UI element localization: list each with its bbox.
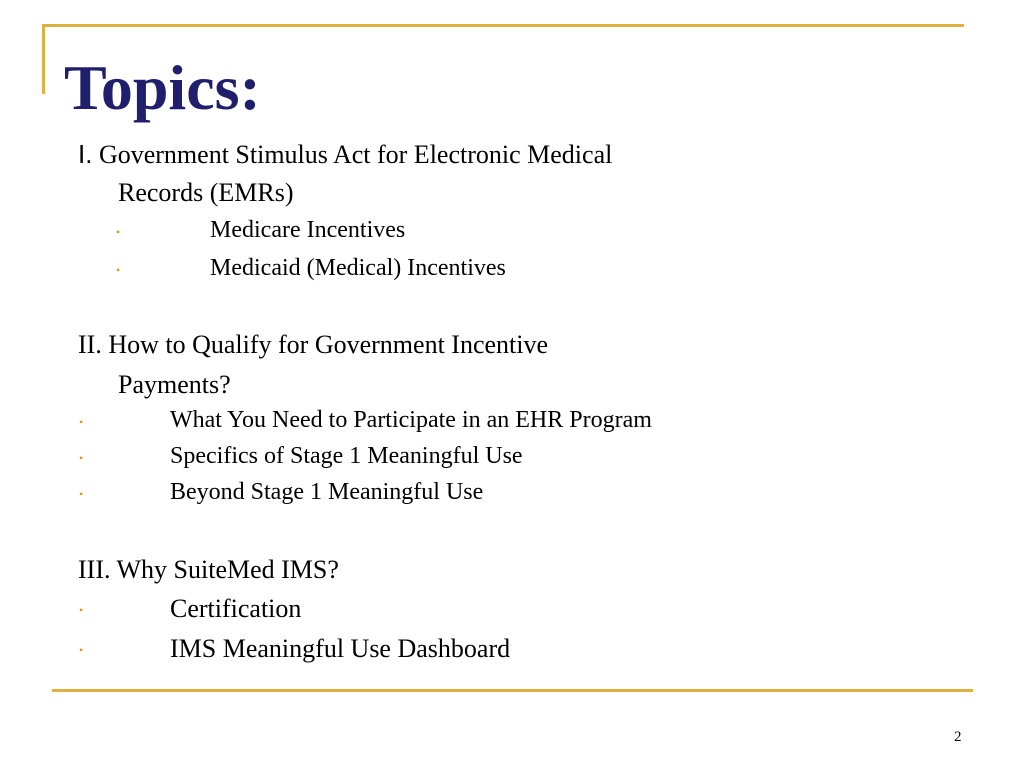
section-3-heading: III. Why SuiteMed IMS? bbox=[78, 555, 339, 584]
list-item-beyond-stage1: Beyond Stage 1 Meaningful Use bbox=[170, 479, 484, 505]
section-1-heading bbox=[78, 141, 612, 168]
list-item-stage1: Specifics of Stage 1 Meaningful Use bbox=[170, 443, 523, 469]
left-rule bbox=[42, 24, 45, 94]
list-item-participate: What You Need to Participate in an EHR Program bbox=[170, 407, 652, 433]
bullet-icon: • bbox=[79, 487, 84, 501]
bullet-icon: • bbox=[116, 263, 121, 277]
section-1-marker: I. bbox=[78, 139, 93, 169]
bullet-icon: • bbox=[79, 415, 84, 429]
section-2-heading: II. How to Qualify for Government Incentive bbox=[78, 330, 549, 359]
page-number: 2 bbox=[954, 729, 962, 745]
list-item-medicaid: Medicaid (Medical) Incentives bbox=[210, 255, 506, 281]
slide-title: Topics: bbox=[64, 52, 261, 123]
list-item-dashboard: IMS Meaningful Use Dashboard bbox=[170, 634, 511, 663]
list-item-certification: Certification bbox=[170, 594, 302, 623]
section-1-heading-text: Government Stimulus Act for Electronic Medical bbox=[92, 140, 613, 169]
bullet-icon: • bbox=[79, 643, 84, 657]
bullet-icon: • bbox=[116, 225, 121, 239]
list-item-medicare: Medicare Incentives bbox=[210, 217, 406, 243]
bottom-rule bbox=[52, 689, 973, 692]
bullet-icon: • bbox=[79, 603, 84, 617]
bullet-icon: • bbox=[79, 451, 84, 465]
section-2-heading-cont: Payments? bbox=[118, 370, 231, 399]
section-1-heading-cont: Records (EMRs) bbox=[118, 178, 294, 207]
top-rule bbox=[42, 24, 964, 27]
